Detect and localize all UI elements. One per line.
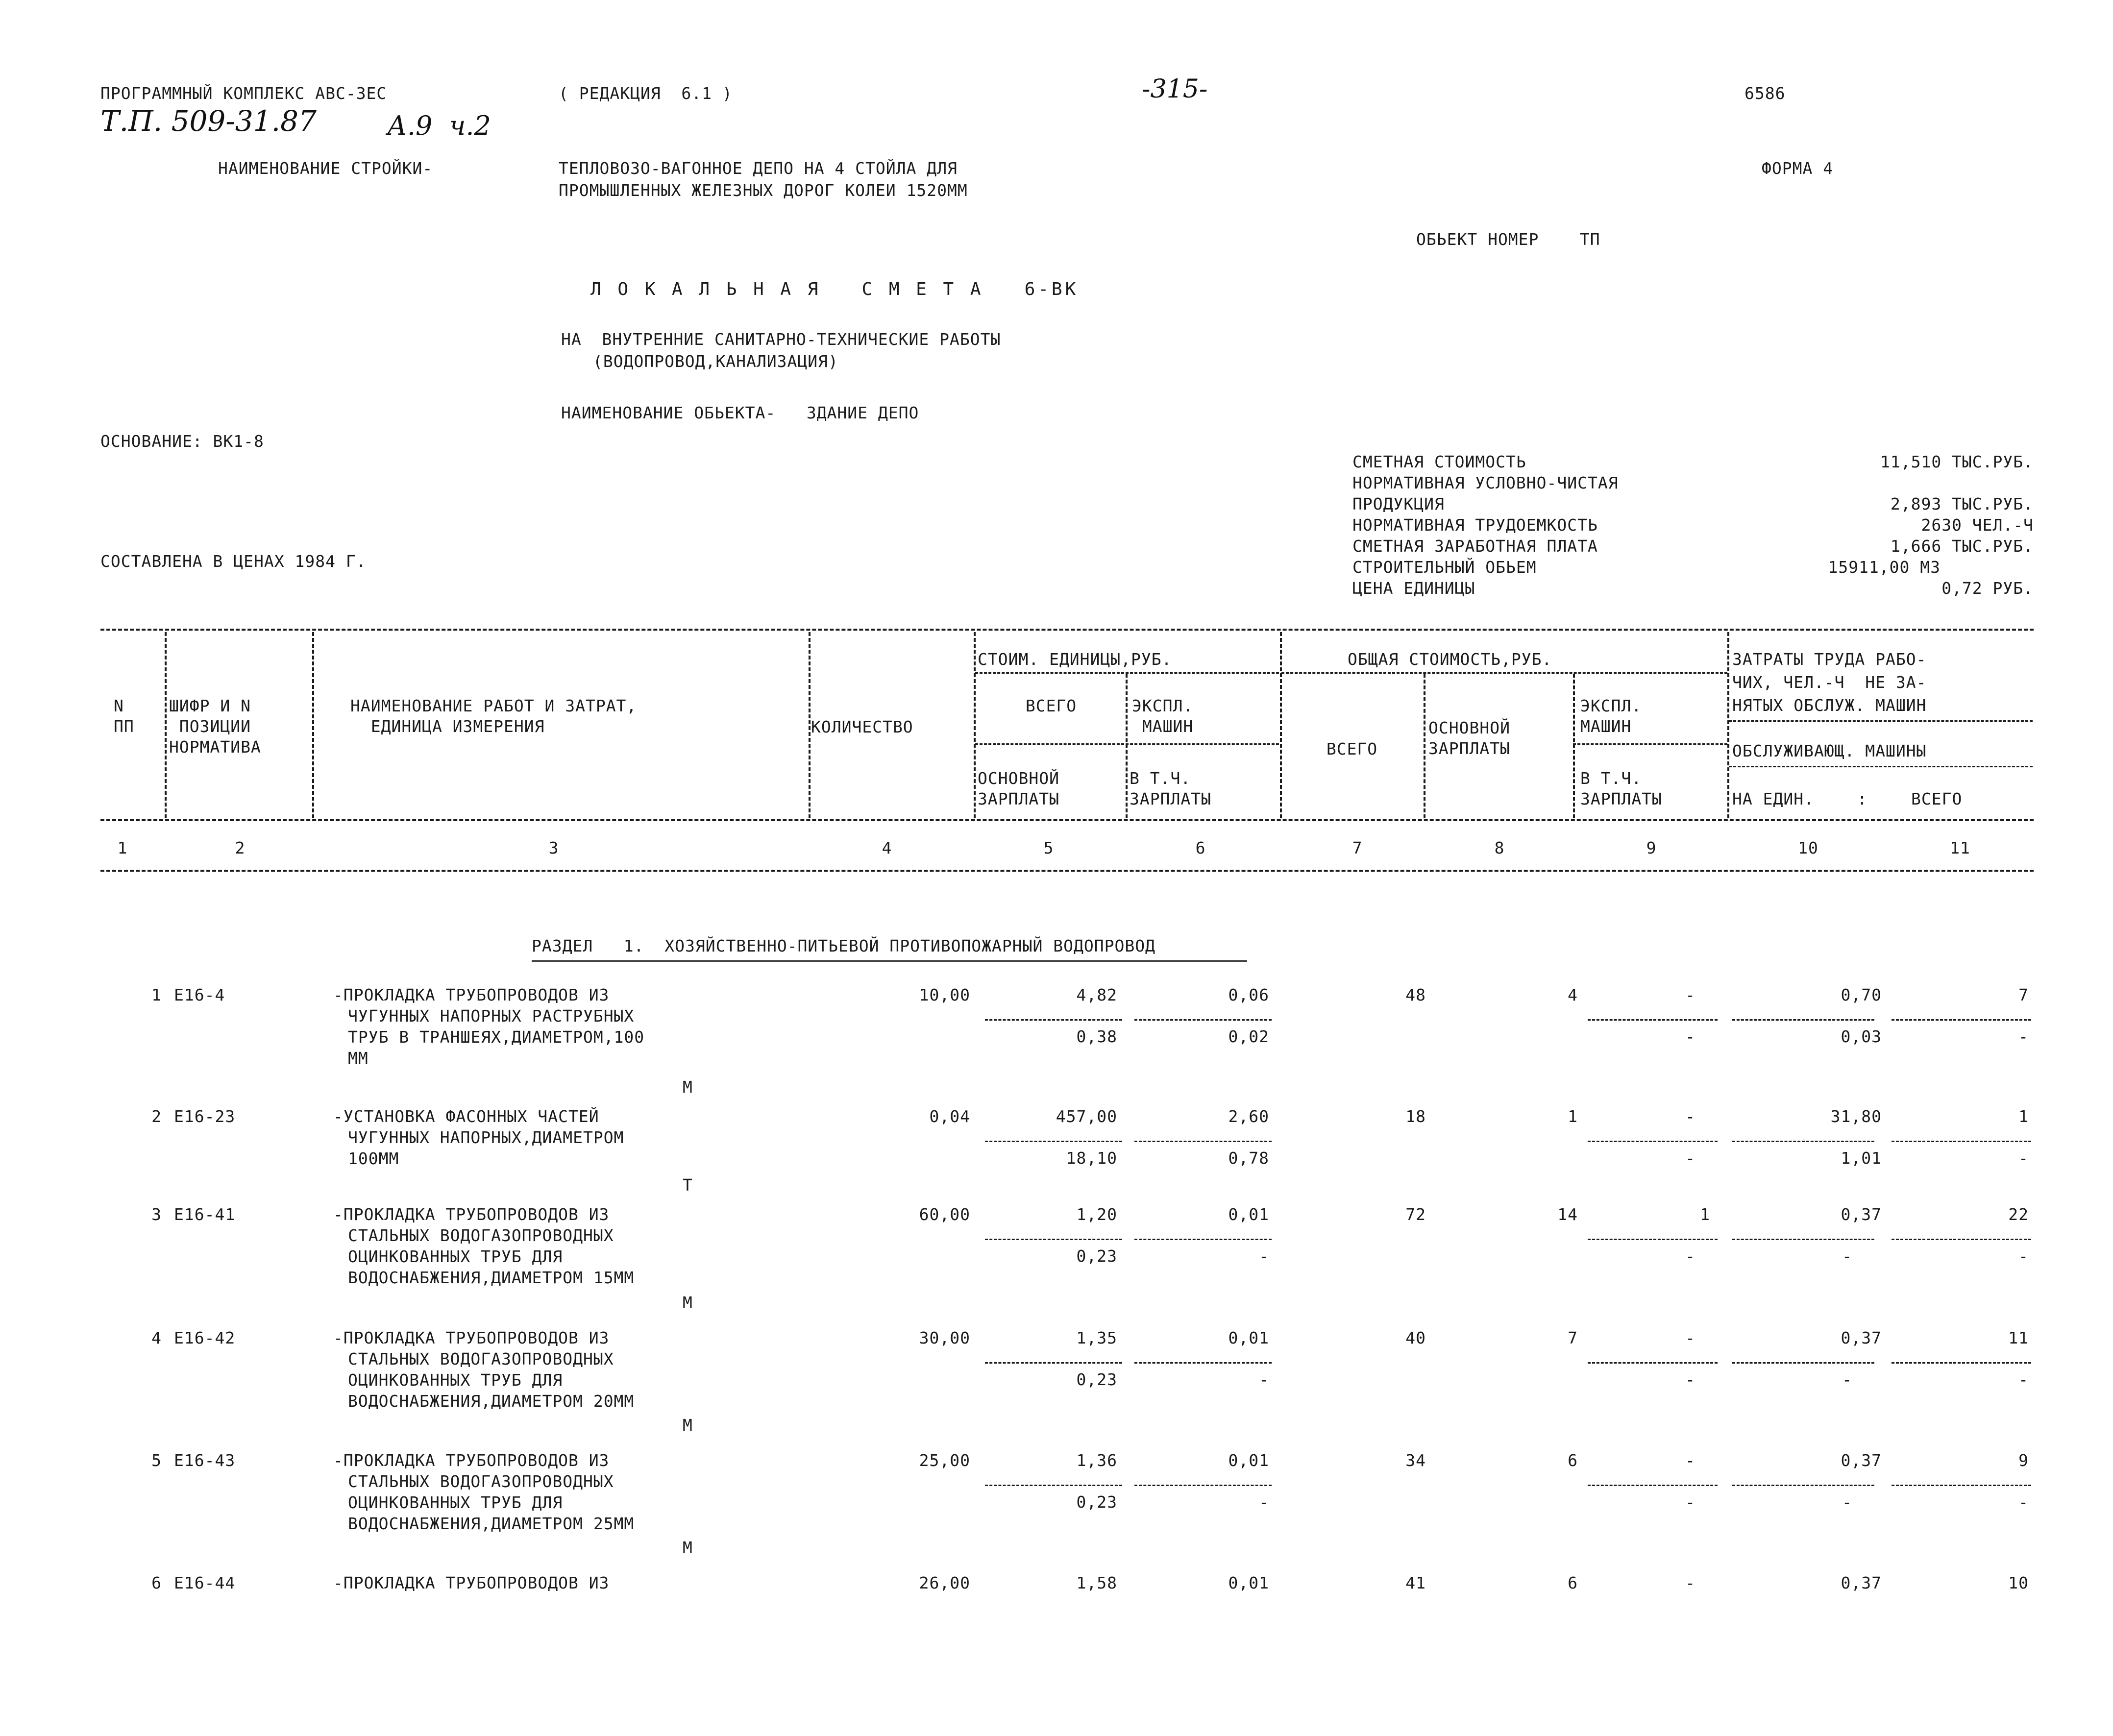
summary-value: 11,510 ТЫС.РУБ. bbox=[1880, 452, 2034, 471]
divider bbox=[1729, 766, 2033, 767]
row-labor-total: 1 bbox=[2018, 1107, 2029, 1126]
row-unit-machine-wage: - bbox=[1259, 1247, 1269, 1266]
row-code: Е16-4 bbox=[174, 985, 225, 1004]
row-total-machines: - bbox=[1685, 1328, 1695, 1347]
col-header-unit-machine-wage: В Т.Ч. ЗАРПЛАТЫ bbox=[1130, 769, 1211, 808]
row-total-machine-wage: - bbox=[1685, 1027, 1695, 1046]
row-unit-wage: 0,23 bbox=[1076, 1247, 1117, 1266]
subtotal-line bbox=[1134, 1019, 1272, 1021]
row-number: 6 bbox=[151, 1573, 162, 1592]
row-labor-total: - bbox=[2018, 1370, 2029, 1389]
col-header-total-machines: ЭКСПЛ. МАШИН bbox=[1580, 696, 1642, 736]
row-code: Е16-44 bbox=[174, 1573, 236, 1592]
subtotal-line bbox=[985, 1362, 1122, 1364]
basis: ОСНОВАНИЕ: ВК1-8 bbox=[100, 432, 264, 451]
price-level: СОСТАВЛЕНА В ЦЕНАХ 1984 Г. bbox=[100, 552, 367, 571]
row-labor-total: - bbox=[2018, 1492, 2029, 1512]
row-unit-machines: 0,01 bbox=[1228, 1205, 1269, 1224]
divider bbox=[975, 672, 1279, 674]
row-description: 100ММ bbox=[348, 1149, 399, 1168]
col-header-unit-wage: ОСНОВНОЙ ЗАРПЛАТЫ bbox=[978, 769, 1059, 808]
column-number: 3 bbox=[548, 838, 559, 857]
summary-label: СМЕТНАЯ СТОИМОСТЬ bbox=[1352, 452, 1526, 471]
col-header-unit-total: ВСЕГО bbox=[1025, 696, 1077, 715]
estimate-subject-line2: (ВОДОПРОВОД,КАНАЛИЗАЦИЯ) bbox=[593, 352, 838, 371]
row-unit-machines: 2,60 bbox=[1228, 1107, 1269, 1126]
column-number: 11 bbox=[1950, 838, 1970, 857]
row-unit-machines: 0,01 bbox=[1228, 1328, 1269, 1347]
summary-label: НОРМАТИВНАЯ УСЛОВНО-ЧИСТАЯ bbox=[1352, 473, 1619, 492]
row-labor-per-unit: 0,70 bbox=[1841, 985, 1882, 1004]
row-total-machines: - bbox=[1685, 1451, 1695, 1470]
subtotal-line bbox=[985, 1239, 1122, 1240]
col-header-description: НАИМЕНОВАНИЕ РАБОТ И ЗАТРАТ, ЕДИНИЦА ИЗМЕРЕНИЯ bbox=[350, 696, 637, 736]
row-code: Е16-42 bbox=[174, 1328, 236, 1347]
row-labor-total: 11 bbox=[2008, 1328, 2029, 1347]
row-quantity: 26,00 bbox=[919, 1573, 970, 1592]
row-total: 40 bbox=[1405, 1328, 1426, 1347]
row-labor-per-unit: 0,37 bbox=[1841, 1328, 1882, 1347]
row-total-wage: 4 bbox=[1568, 985, 1578, 1004]
row-unit-machine-wage: 0,02 bbox=[1228, 1027, 1269, 1046]
row-total-machines: 1 bbox=[1700, 1205, 1710, 1224]
subtotal-line bbox=[1588, 1141, 1718, 1142]
subtotal-line bbox=[1588, 1239, 1718, 1240]
divider bbox=[1424, 674, 1425, 818]
object-name: НАИМЕНОВАНИЕ ОБЬЕКТА- ЗДАНИЕ ДЕПО bbox=[561, 403, 919, 422]
construction-name-line1: ТЕПЛОВОЗО-ВАГОННОЕ ДЕПО НА 4 СТОЙЛА ДЛЯ bbox=[559, 159, 958, 178]
divider bbox=[1729, 720, 2033, 722]
row-description: ВОДОСНАБЖЕНИЯ,ДИАМЕТРОМ 15ММ bbox=[348, 1268, 635, 1287]
row-number: 5 bbox=[151, 1451, 162, 1470]
summary-label: СМЕТНАЯ ЗАРАБОТНАЯ ПЛАТА bbox=[1352, 537, 1598, 556]
row-total: 18 bbox=[1405, 1107, 1426, 1126]
subtotal-line bbox=[1892, 1019, 2031, 1021]
divider bbox=[1727, 632, 1729, 818]
subtotal-line bbox=[1588, 1019, 1718, 1021]
object-number: ОБЬЕКТ НОМЕР ТП bbox=[1416, 230, 1600, 249]
divider bbox=[1573, 674, 1575, 818]
subtotal-line bbox=[1732, 1239, 1874, 1240]
divider bbox=[1573, 743, 1727, 745]
summary-value: 2630 ЧЕЛ.-Ч bbox=[1921, 515, 2034, 535]
row-labor-per-unit: 0,37 bbox=[1841, 1573, 1882, 1592]
subtotal-line bbox=[985, 1141, 1122, 1142]
column-number: 8 bbox=[1494, 838, 1505, 857]
handwritten-part: А.9 ч.2 bbox=[387, 110, 491, 141]
col-header-labor-line4: ОБСЛУЖИВАЮЩ. МАШИНЫ bbox=[1732, 741, 1927, 760]
row-total-machines: - bbox=[1685, 1107, 1695, 1126]
subtotal-line bbox=[1588, 1362, 1718, 1364]
col-separator: : bbox=[1857, 789, 1867, 808]
column-number: 4 bbox=[882, 838, 892, 857]
summary-value: 15911,00 М3 bbox=[1828, 558, 1941, 577]
row-total: 72 bbox=[1405, 1205, 1426, 1224]
divider bbox=[809, 632, 811, 818]
row-total-wage: 6 bbox=[1568, 1451, 1578, 1470]
row-unit-machine-wage: 0,78 bbox=[1228, 1149, 1269, 1168]
row-number: 2 bbox=[151, 1107, 162, 1126]
subtotal-line bbox=[985, 1019, 1122, 1021]
document-number: 6586 bbox=[1744, 84, 1786, 103]
col-header-total-wage: ОСНОВНОЙ ЗАРПЛАТЫ bbox=[1428, 718, 1510, 758]
row-unit-machines: 0,01 bbox=[1228, 1573, 1269, 1592]
summary-label: ЦЕНА ЕДИНИЦЫ bbox=[1352, 579, 1475, 598]
row-total-machine-wage: - bbox=[1685, 1247, 1695, 1266]
row-description: СТАЛЬНЫХ ВОДОГАЗОПРОВОДНЫХ bbox=[348, 1226, 614, 1245]
row-labor-per-unit: - bbox=[1842, 1370, 1852, 1389]
row-unit-machines: 0,01 bbox=[1228, 1451, 1269, 1470]
row-code: Е16-43 bbox=[174, 1451, 236, 1470]
col-header-number: N ПП bbox=[114, 696, 134, 736]
column-number: 10 bbox=[1798, 838, 1818, 857]
row-description: СТАЛЬНЫХ ВОДОГАЗОПРОВОДНЫХ bbox=[348, 1472, 614, 1491]
summary-value: 2,893 ТЫС.РУБ. bbox=[1890, 494, 2034, 513]
construction-name-line2: ПРОМЫШЛЕННЫХ ЖЕЛЕЗНЫХ ДОРОГ КОЛЕИ 1520ММ bbox=[559, 181, 968, 200]
row-unit-machines: 0,06 bbox=[1228, 985, 1269, 1004]
row-description: ТРУБ В ТРАНШЕЯХ,ДИАМЕТРОМ,100 bbox=[348, 1027, 645, 1047]
row-labor-total: - bbox=[2018, 1247, 2029, 1266]
row-unit-machine-wage: - bbox=[1259, 1370, 1269, 1389]
row-description: -ПРОКЛАДКА ТРУБОПРОВОДОВ ИЗ bbox=[333, 985, 610, 1004]
column-number: 7 bbox=[1352, 838, 1363, 857]
row-description: ММ bbox=[348, 1049, 369, 1068]
col-header-labor-per-unit: НА ЕДИН. bbox=[1732, 789, 1814, 808]
col-header-labor-line2: ЧИХ, ЧЕЛ.-Ч НЕ ЗА- bbox=[1732, 673, 1927, 692]
row-number: 1 bbox=[151, 985, 162, 1004]
row-description: ОЦИНКОВАННЫХ ТРУБ ДЛЯ bbox=[348, 1370, 563, 1390]
subtotal-line bbox=[1892, 1239, 2031, 1240]
subtotal-line bbox=[1732, 1019, 1874, 1021]
row-labor-per-unit: - bbox=[1842, 1247, 1852, 1266]
row-labor-total: 10 bbox=[2008, 1573, 2029, 1592]
divider bbox=[1126, 674, 1128, 818]
summary-label: НОРМАТИВНАЯ ТРУДОЕМКОСТЬ bbox=[1352, 515, 1598, 535]
col-header-labor-line3: НЯТЫХ ОБСЛУЖ. МАШИН bbox=[1732, 696, 1927, 715]
subtotal-line bbox=[1732, 1141, 1874, 1142]
row-unit-total: 1,35 bbox=[1076, 1328, 1117, 1347]
row-description: -ПРОКЛАДКА ТРУБОПРОВОДОВ ИЗ bbox=[333, 1573, 610, 1592]
subtotal-line bbox=[1892, 1362, 2031, 1364]
row-description: -ПРОКЛАДКА ТРУБОПРОВОДОВ ИЗ bbox=[333, 1328, 610, 1347]
row-total-wage: 6 bbox=[1568, 1573, 1578, 1592]
row-labor-total: - bbox=[2018, 1027, 2029, 1046]
row-total-machine-wage: - bbox=[1685, 1492, 1695, 1512]
subtotal-line bbox=[1588, 1485, 1718, 1486]
row-unit-wage: 0,23 bbox=[1076, 1492, 1117, 1512]
divider bbox=[1281, 672, 1727, 674]
subtotal-line bbox=[985, 1485, 1122, 1486]
row-unit: М bbox=[683, 1416, 693, 1435]
row-total-machine-wage: - bbox=[1685, 1370, 1695, 1389]
subtotal-line bbox=[1134, 1362, 1272, 1364]
row-description: -ПРОКЛАДКА ТРУБОПРОВОДОВ ИЗ bbox=[333, 1205, 610, 1224]
row-unit: М bbox=[683, 1538, 693, 1557]
divider bbox=[974, 632, 976, 818]
row-description: ЧУГУННЫХ НАПОРНЫХ РАСТРУБНЫХ bbox=[348, 1006, 635, 1026]
row-unit-total: 1,20 bbox=[1076, 1205, 1117, 1224]
subtotal-line bbox=[1732, 1362, 1874, 1364]
row-total-wage: 7 bbox=[1568, 1328, 1578, 1347]
row-labor-per-unit: 0,37 bbox=[1841, 1451, 1882, 1470]
subtotal-line bbox=[1134, 1141, 1272, 1142]
col-header-unit-cost: СТОИМ. ЕДИНИЦЫ,РУБ. bbox=[978, 650, 1172, 669]
divider bbox=[100, 819, 2034, 821]
row-description: ВОДОСНАБЖЕНИЯ,ДИАМЕТРОМ 20ММ bbox=[348, 1392, 635, 1411]
row-description: -УСТАНОВКА ФАСОННЫХ ЧАСТЕЙ bbox=[333, 1107, 599, 1126]
row-unit-wage: 18,10 bbox=[1066, 1149, 1117, 1168]
row-total-machines: - bbox=[1685, 985, 1695, 1004]
column-number: 9 bbox=[1646, 838, 1657, 857]
col-header-code: ШИФР И N ПОЗИЦИИ НОРМАТИВА bbox=[169, 696, 261, 757]
row-unit-total: 4,82 bbox=[1076, 985, 1117, 1004]
row-total: 41 bbox=[1405, 1573, 1426, 1592]
program-name: ПРОГРАММНЫЙ КОМПЛЕКС АВС-ЗЕС bbox=[100, 84, 387, 103]
subtotal-line bbox=[1892, 1141, 2031, 1142]
row-unit-machine-wage: - bbox=[1259, 1492, 1269, 1512]
row-unit: М bbox=[683, 1077, 693, 1097]
row-code: Е16-41 bbox=[174, 1205, 236, 1224]
divider bbox=[100, 629, 2034, 631]
row-unit-total: 1,58 bbox=[1076, 1573, 1117, 1592]
row-labor-total: 7 bbox=[2018, 985, 2029, 1004]
row-total: 34 bbox=[1405, 1451, 1426, 1470]
row-labor-per-unit: 1,01 bbox=[1841, 1149, 1882, 1168]
row-description: ОЦИНКОВАННЫХ ТРУБ ДЛЯ bbox=[348, 1493, 563, 1512]
row-labor-total: - bbox=[2018, 1149, 2029, 1168]
row-total-wage: 1 bbox=[1568, 1107, 1578, 1126]
form-label: ФОРМА 4 bbox=[1762, 159, 1834, 178]
section-underline bbox=[532, 960, 1247, 962]
divider bbox=[1280, 632, 1282, 818]
row-unit-wage: 0,23 bbox=[1076, 1370, 1117, 1389]
subtotal-line bbox=[1732, 1485, 1874, 1486]
row-description: ЧУГУННЫХ НАПОРНЫХ,ДИАМЕТРОМ bbox=[348, 1128, 624, 1147]
estimate-title: Л О К А Л Ь Н А Я С М Е Т А 6-ВК bbox=[590, 279, 1079, 299]
col-header-unit-machines: ЭКСПЛ. МАШИН bbox=[1132, 696, 1194, 736]
subtotal-line bbox=[1134, 1485, 1272, 1486]
summary-value: 1,666 ТЫС.РУБ. bbox=[1890, 537, 2034, 556]
summary-label: ПРОДУКЦИЯ bbox=[1352, 494, 1445, 513]
row-quantity: 60,00 bbox=[919, 1205, 970, 1224]
divider bbox=[975, 743, 1279, 745]
row-labor-total: 9 bbox=[2018, 1451, 2029, 1470]
divider bbox=[312, 632, 314, 818]
estimate-subject-line1: НА ВНУТРЕННИЕ САНИТАРНО-ТЕХНИЧЕСКИЕ РАБОТЫ bbox=[561, 330, 1001, 349]
row-total-machines: - bbox=[1685, 1573, 1695, 1592]
column-number: 6 bbox=[1195, 838, 1206, 857]
edition-label: ( РЕДАКЦИЯ 6.1 ) bbox=[559, 84, 733, 103]
row-description: ВОДОСНАБЖЕНИЯ,ДИАМЕТРОМ 25ММ bbox=[348, 1514, 635, 1533]
divider bbox=[100, 870, 2034, 872]
row-labor-per-unit: 31,80 bbox=[1830, 1107, 1882, 1126]
column-number: 1 bbox=[117, 838, 128, 857]
divider bbox=[165, 632, 167, 818]
row-description: ОЦИНКОВАННЫХ ТРУБ ДЛЯ bbox=[348, 1247, 563, 1266]
col-header-quantity: КОЛИЧЕСТВО bbox=[811, 717, 913, 736]
summary-value: 0,72 РУБ. bbox=[1941, 579, 2034, 598]
row-number: 3 bbox=[151, 1205, 162, 1224]
row-quantity: 10,00 bbox=[919, 985, 970, 1004]
row-labor-per-unit: 0,37 bbox=[1841, 1205, 1882, 1224]
row-labor-total: 22 bbox=[2008, 1205, 2029, 1224]
col-header-labor-total: ВСЕГО bbox=[1911, 789, 1963, 808]
summary-label: СТРОИТЕЛЬНЫЙ ОБЬЕМ bbox=[1352, 558, 1537, 577]
row-description: -ПРОКЛАДКА ТРУБОПРОВОДОВ ИЗ bbox=[333, 1451, 610, 1470]
row-description: СТАЛЬНЫХ ВОДОГАЗОПРОВОДНЫХ bbox=[348, 1349, 614, 1369]
row-unit-total: 457,00 bbox=[1056, 1107, 1117, 1126]
subtotal-line bbox=[1134, 1239, 1272, 1240]
col-header-labor-line1: ЗАТРАТЫ ТРУДА РАБО- bbox=[1732, 650, 1927, 669]
row-unit: Т bbox=[683, 1175, 693, 1195]
row-quantity: 30,00 bbox=[919, 1328, 970, 1347]
construction-label: НАИМЕНОВАНИЕ СТРОЙКИ- bbox=[218, 159, 433, 178]
row-labor-per-unit: - bbox=[1842, 1492, 1852, 1512]
row-unit-total: 1,36 bbox=[1076, 1451, 1117, 1470]
row-total: 48 bbox=[1405, 985, 1426, 1004]
row-labor-per-unit: 0,03 bbox=[1841, 1027, 1882, 1046]
row-unit: М bbox=[683, 1293, 693, 1312]
column-number: 2 bbox=[235, 838, 246, 857]
row-total-machine-wage: - bbox=[1685, 1149, 1695, 1168]
row-code: Е16-23 bbox=[174, 1107, 236, 1126]
subtotal-line bbox=[1892, 1485, 2031, 1486]
page-number: -315- bbox=[1142, 74, 1208, 104]
row-quantity: 25,00 bbox=[919, 1451, 970, 1470]
col-header-total-cost: ОБЩАЯ СТОИМОСТЬ,РУБ. bbox=[1348, 650, 1552, 669]
section-title: РАЗДЕЛ 1. ХОЗЯЙСТВЕННО-ПИТЬЕВОЙ ПРОТИВОПОЖАРНЫЙ ВОДОПРОВОД bbox=[532, 936, 1155, 955]
column-number: 5 bbox=[1043, 838, 1054, 857]
handwritten-reference: Т.П. 509-31.87 bbox=[100, 104, 317, 138]
row-quantity: 0,04 bbox=[929, 1107, 970, 1126]
col-header-total: ВСЕГО bbox=[1326, 739, 1378, 758]
row-unit-wage: 0,38 bbox=[1076, 1027, 1117, 1046]
row-number: 4 bbox=[151, 1328, 162, 1347]
row-total-wage: 14 bbox=[1557, 1205, 1578, 1224]
col-header-total-machine-wage: В Т.Ч. ЗАРПЛАТЫ bbox=[1580, 769, 1662, 808]
